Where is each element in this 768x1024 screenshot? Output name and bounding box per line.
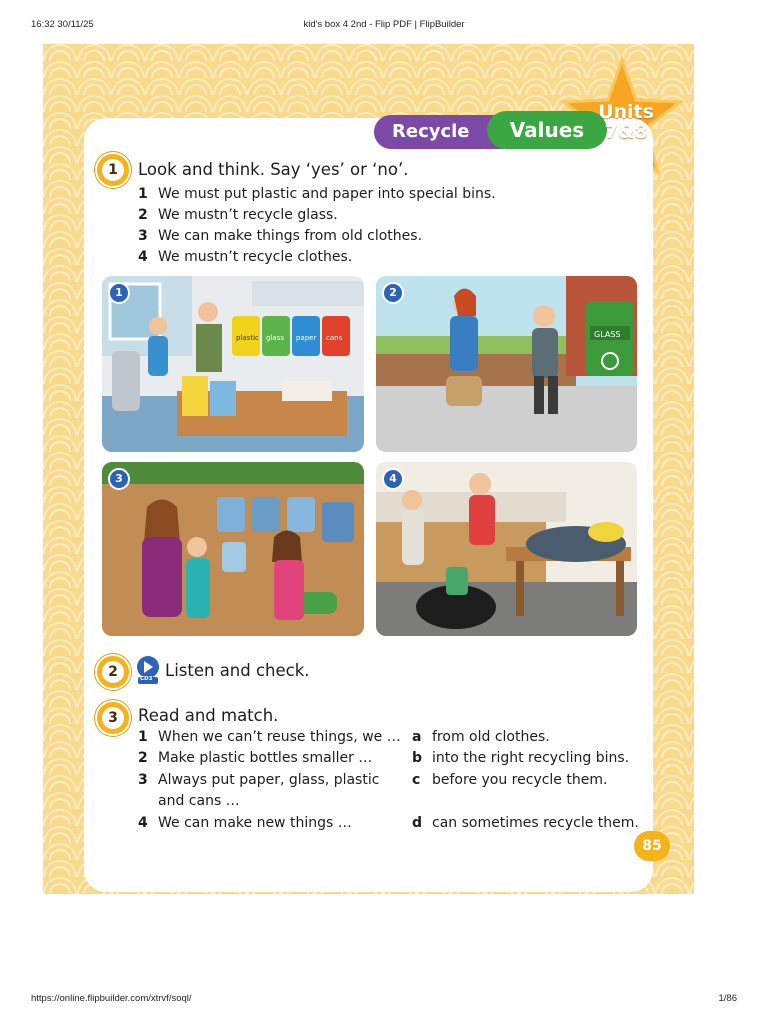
units-word: Units: [598, 101, 654, 123]
match-left-item: 3 Always put paper, glass, plastic: [138, 772, 380, 788]
picture-3-badge: 3: [108, 468, 130, 490]
bin-label-paper: paper: [296, 334, 317, 342]
print-url: https://online.flipbuilder.com/xtrvf/soql/: [31, 993, 192, 1004]
picture-3-market: [102, 462, 364, 636]
exercise-2-title: Listen and check.: [165, 661, 310, 680]
picture-1-kitchen: [102, 276, 364, 452]
picture-1-badge: 1: [108, 282, 130, 304]
values-tab: Values: [487, 111, 607, 149]
picture-2-badge: 2: [382, 282, 404, 304]
exercise-1-item: 4 We mustn’t recycle clothes.: [138, 249, 353, 265]
bin-label-glass: glass: [266, 334, 284, 342]
exercise-1-item: 3 We can make things from old clothes.: [138, 228, 423, 244]
exercise-2-badge: [95, 654, 131, 690]
market-illustration: [102, 462, 364, 636]
print-page-title: kid's box 4 2nd - Flip PDF | FlipBuilder: [303, 19, 465, 30]
exercise-1-badge: [95, 152, 131, 188]
exercise-2-number: 2: [102, 661, 124, 683]
exercise-1-item: 2 We mustn’t recycle glass.: [138, 207, 338, 223]
clothes-illustration: [376, 462, 637, 636]
page-number: 85: [634, 831, 670, 861]
bin-label-cans: cans: [326, 334, 343, 342]
picture-2-street: [376, 276, 637, 452]
match-left-item: 1 When we can’t reuse things, we …: [138, 729, 401, 745]
match-left-item: 2 Make plastic bottles smaller …: [138, 750, 373, 766]
exercise-3-title: Read and match.: [138, 706, 279, 725]
exercise-1-item: 1 We must put plastic and paper into special bins.: [138, 186, 496, 202]
book-page: [43, 44, 694, 894]
picture-4-badge: 4: [382, 468, 404, 490]
audio-cd-label: CD3: [140, 676, 153, 682]
kitchen-illustration: [102, 276, 364, 452]
exercise-3-badge: [95, 700, 131, 736]
exercise-1-title: Look and think. Say ‘yes’ or ‘no’.: [138, 160, 409, 179]
match-right-item: b into the right recycling bins.: [412, 750, 630, 766]
picture-4-clothes: [376, 462, 637, 636]
match-right-item: c before you recycle them.: [412, 772, 608, 788]
match-right-item: a from old clothes.: [412, 729, 550, 745]
print-datetime: 16:32 30/11/25: [31, 19, 94, 30]
recycle-tab: Recycle: [374, 115, 504, 149]
match-left-item: and cans …: [158, 793, 240, 809]
match-left-item: 4 We can make new things …: [138, 815, 352, 831]
units-numbers: 7&8: [604, 121, 648, 143]
street-illustration: [376, 276, 637, 452]
exercise-3-number: 3: [102, 707, 124, 729]
units-label: [586, 102, 666, 142]
print-page-counter: 1/86: [718, 993, 737, 1004]
exercise-1-number: 1: [102, 159, 124, 181]
bin-label-glass-street: GLASS: [594, 330, 621, 339]
bin-label-plastic: plastic: [236, 334, 259, 342]
match-right-item: d can sometimes recycle them.: [412, 815, 639, 831]
